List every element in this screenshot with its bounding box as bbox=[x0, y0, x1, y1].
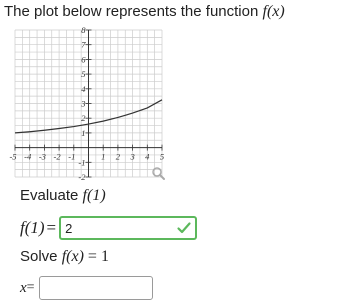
x-tick-label: 1 bbox=[101, 151, 106, 162]
x-tick-label: -5 bbox=[9, 151, 17, 162]
x-tick-label: -3 bbox=[38, 151, 46, 162]
x-tick-label: 5 bbox=[159, 151, 165, 162]
question-prompt bbox=[4, 3, 285, 21]
x-label: x bbox=[20, 279, 27, 296]
x-equals-sign: = bbox=[26, 280, 35, 295]
function-label: f(x) bbox=[262, 3, 285, 20]
x-tick-label: -2 bbox=[53, 151, 61, 162]
checkmark-icon bbox=[177, 222, 191, 234]
solve-equals: = bbox=[83, 248, 101, 265]
equals-sign: = bbox=[46, 218, 57, 237]
x-tick-label: -4 bbox=[24, 151, 32, 162]
y-tick-label: 7 bbox=[81, 39, 86, 50]
y-tick-label: 3 bbox=[81, 98, 86, 109]
y-tick-label: -1 bbox=[78, 157, 86, 168]
y-tick-label: 2 bbox=[81, 113, 86, 124]
solve-rhs: 1 bbox=[100, 248, 109, 265]
y-tick-label: 8 bbox=[81, 25, 86, 35]
x-tick-label: -1 bbox=[68, 151, 76, 162]
f1-answer-value: 2 bbox=[65, 220, 73, 236]
x-answer-row bbox=[20, 276, 153, 300]
f1-label: f(1) bbox=[20, 218, 45, 237]
solve-lhs: f(x) bbox=[61, 248, 84, 265]
solve-prompt bbox=[20, 248, 109, 266]
evaluate-prompt bbox=[20, 187, 106, 205]
f1-answer-input[interactable] bbox=[59, 216, 197, 240]
x-tick-labels bbox=[9, 152, 164, 162]
y-tick-label: 5 bbox=[81, 69, 86, 80]
evaluate-expression: f(1) bbox=[82, 187, 106, 204]
y-tick-label: 4 bbox=[81, 83, 86, 94]
y-tick-label: 1 bbox=[81, 127, 86, 138]
solve-text: Solve bbox=[20, 248, 62, 265]
question-text: The plot below represents the function bbox=[4, 3, 263, 20]
evaluate-text: Evaluate bbox=[20, 187, 83, 204]
function-graph bbox=[9, 22, 168, 182]
f1-answer-row bbox=[20, 216, 197, 240]
x-tick-label: 2 bbox=[115, 151, 121, 162]
x-tick-label: 4 bbox=[145, 151, 150, 162]
x-answer-input[interactable] bbox=[39, 276, 153, 300]
x-tick-label: 3 bbox=[130, 151, 135, 162]
y-tick-label: 6 bbox=[81, 54, 86, 65]
y-tick-label: -2 bbox=[78, 172, 86, 182]
